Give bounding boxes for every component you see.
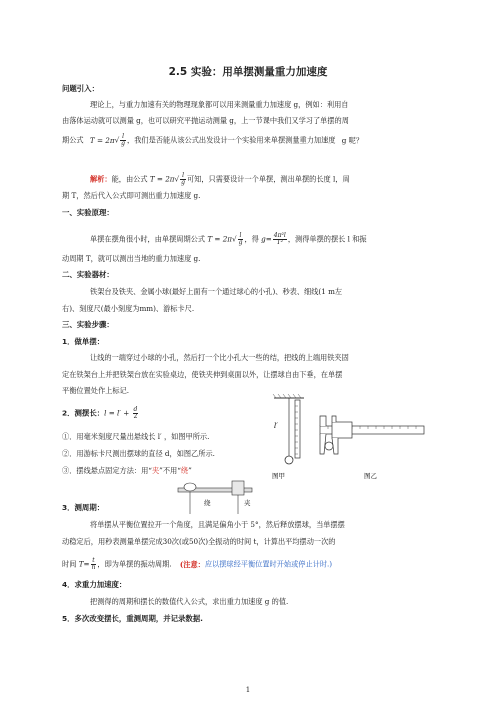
analysis-line-1: 解析：能，由公式 T = 2π√ $\frac{l}{g}$ 可知，只需要设计一个单摆，测出单摆的长度 l，周 [90,172,350,186]
note-label: (注意： [179,559,205,569]
step-1-line-2: 定在铁架台上并把铁架台放在实验桌边，使铁夹伸到桌面以外，让摆球自由下垂，在单摆 [62,370,343,379]
step-2-item-3: ③．摆线悬点固定方法：用“夹”不用“绕” [62,466,192,475]
step-2-item-1: ①．用毫米刻度尺量出悬线长 l′ ，如图甲所示. [62,432,210,441]
step-3-line-3: 时间 T= $\frac{t}{n}$ ，即为单摆的振动周期. (注意：应以摆球经平衡位置时开始或停止计时.) [62,557,333,571]
step-4-heading: 4．求重力加速度： [62,580,127,589]
step-2-heading-line: 2．测摆长：l = l′ + $\frac{d}{2}$ [62,406,138,420]
step-2-item-2: ②．用游标卡尺测出摆球的直径 d，如图乙所示. [62,449,215,458]
step-4-line-1: 把测得的周期和摆长的数值代入公式，求出重力加速度 g 的值. [90,597,289,606]
sqrt-icon: √ $\frac{l}{g}$ [232,232,243,246]
step-3-line-1: 将单摆从平衡位置拉开一个角度，且满足偏角小于 5°，然后释放摆球，当单摆摆 [90,520,345,529]
sqrt-icon: √ $\frac{l}{g}$ [174,172,185,186]
page-number: 1 [245,686,251,694]
step-1-line-1: 让线的一端穿过小球的小孔，然后打一个比小孔大一些的结，把线的上端用铁夹固 [90,353,349,362]
lprime-label: l′ [274,422,278,430]
clamp-label: 夹 [244,499,251,507]
period-formula: T = 2π [89,135,115,145]
sqrt-icon: √ $\frac{l}{g}$ [114,133,125,147]
section-3-heading: 三、实验步骤： [62,320,114,329]
intro-line-2: 由落体运动就可以测量 g，也可以研究平抛运动测量 g，上一节课中我们又学习了单摆的周 [62,116,349,125]
section-2-line-2: 右)、刻度尺(最小刻度为mm)、游标卡尺. [62,304,195,313]
intro-heading: 问题引入： [62,84,99,93]
page-title: 2.5 实验：用单摆测量重力加速度 [168,66,328,78]
step-1-heading: 1．做单摆： [62,337,105,346]
figure-a-caption: 图甲 [272,472,285,480]
step-1-line-3: 平衡位置处作上标记. [62,386,129,395]
figure-b-caption: 图乙 [364,472,377,480]
intro-line-3-end: g 呢？ [341,135,364,145]
step-5-heading: 5．多次改变摆长，重测周期，并记录数据. [62,614,203,623]
section-1-heading: 一、实验原理： [62,208,114,217]
pendulum-and-caliper-figure [268,392,438,496]
analysis-line-2: 期 T，然后代入公式即可测出重力加速度 g. [62,191,201,200]
step-3-heading: 3．测周期： [62,503,105,512]
section-1-line-2: 动周期 T，就可以测出当地的重力加速度 g. [62,254,201,263]
note-text: 应以摆球经平衡位置时开始或停止计时.) [204,559,333,569]
wind-label: 绕 [204,499,211,507]
section-1-line-1: 单摆在摆角很小时，由单摆周期公式 T = 2π√ $\frac{l}{g}$ ，得 g= $\frac{\text{4π²l}}{\text{T²}}$ ，测得单摆的摆长 l 和振 [90,232,367,246]
analysis-label: 解析： [90,174,112,184]
intro-line-3 [62,134,363,147]
step-3-line-2: 动稳定后，用秒表测量单摆完成30次(或50次)全振动的时间 t，计算出平均摆动一次的 [62,537,336,546]
suspension-method-figure [170,478,260,518]
intro-line-3-middle: ，我们是否能从该公式出发设计一个实验用来单摆测量重力加速度 [127,135,336,145]
section-2-heading: 二、实验器材： [62,270,114,279]
section-2-line-1: 铁架台及铁夹、金属小球(最好上面有一个通过球心的小孔)、秒表、细线(1 m左 [90,287,343,296]
intro-line-3-start: 期公式 [62,135,84,145]
intro-line-1: 理论上，与重力加速有关的物理现象都可以用来测量重力加速度 g，例如：利用自 [90,100,349,109]
